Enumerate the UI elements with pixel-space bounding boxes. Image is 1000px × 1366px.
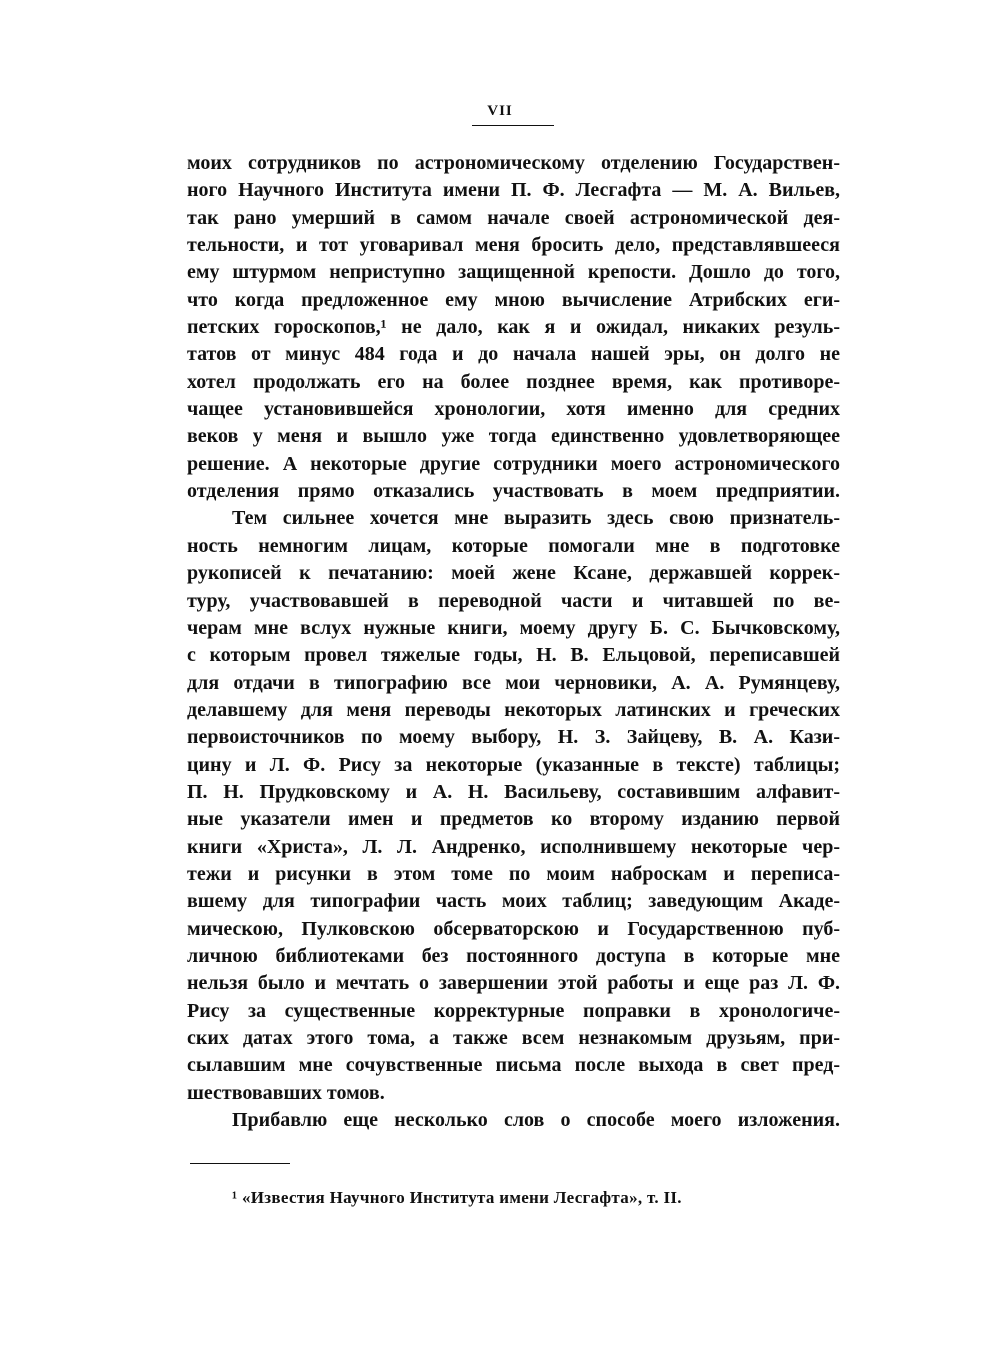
text-line: мическою, Пулковскою обсерваторскою и Государственною пуб- (187, 917, 840, 940)
text-line: делавшему для меня переводы некоторых латинских и греческих (187, 698, 840, 721)
text-line: отделения прямо отказались участвовать в моем предприятии. (187, 480, 840, 503)
footnote-marker: ¹ (232, 1188, 238, 1207)
text-line: первоисточников по моему выбору, Н. З. Зайцеву, В. А. Кази- (187, 726, 840, 749)
text-line: чащее установившейся хронологии, хотя именно для средних (187, 398, 840, 421)
footnote-text: «Известия Научного Института имени Лесгафта», т. II. (241, 1188, 682, 1207)
text-line: сылавшим мне сочувственные письма после выхода в свет пред- (187, 1054, 840, 1077)
footnote-rule (190, 1163, 290, 1164)
text-line: нельзя было и мечтать о завершении этой работы и еще раз Л. Ф. (187, 972, 840, 995)
text-line: веков у меня и вышло уже тогда единственно удовлетворяющее (187, 425, 840, 448)
text-line: петских гороскопов,¹ не дало, как я и ожидал, никаких резуль- (187, 316, 840, 339)
text-line: книги «Христа», Л. Л. Андренко, исполнившему некоторые чер- (187, 835, 840, 858)
text-line: хотел продолжать его на более позднее время, как противоре- (187, 370, 840, 393)
text-line: П. Н. Прудковскому и А. Н. Васильеву, составившим алфавит- (187, 780, 840, 803)
text-line: цину и Л. Ф. Рису за некоторые (указанные в тексте) таблицы; (187, 753, 840, 776)
text-line: тельности, и тот уговаривал меня бросить дело, представлявшееся (187, 234, 840, 257)
text-line: моих сотрудников по астрономическому отделению Государствен- (187, 152, 840, 174)
page-number: VII (487, 103, 513, 119)
text-line: тежи и рисунки в этом томе по моим наброскам и переписа- (187, 862, 840, 885)
text-line: туру, участвовавшей в переводной части и читавшей по ве- (187, 589, 840, 612)
text-line: черам мне вслух нужные книги, моему другу Б. С. Бычковскому, (187, 616, 840, 639)
text-line: ему штурмом неприступно защищенной крепости. Дошло до того, (187, 261, 840, 284)
footnote (232, 1188, 682, 1208)
text-line: так рано умерший в самом начале своей астрономической дея- (187, 206, 840, 229)
text-line: Рису за существенные корректурные поправки в хронологиче- (187, 999, 840, 1022)
text-line: что когда предложенное ему мною вычисление Атрибских еги- (187, 288, 840, 311)
text-line: рукописей к печатанию: моей жене Ксане, державшей коррек- (187, 562, 840, 585)
text-line: вшему для типографии часть моих таблиц; заведующим Акаде- (187, 890, 840, 913)
text-line: татов от минус 484 года и до начала нашей эры, он долго не (187, 343, 840, 366)
text-line: шествовавших томов. (187, 1081, 385, 1104)
text-line: ные указатели имен и предметов ко второму изданию первой (187, 808, 840, 831)
text-line: ного Научного Института имени П. Ф. Лесгафта — М. А. Вильев, (187, 179, 840, 202)
text-line: с которым провел тяжелые годы, Н. В. Ельцовой, переписавшей (187, 644, 840, 667)
text-line: решение. А некоторые другие сотрудники моего астрономического (187, 452, 840, 475)
text-line: личною библиотеками без постоянного доступа в которые мне (187, 944, 840, 967)
text-line: Тем сильнее хочется мне выразить здесь свою признатель- (232, 507, 840, 530)
body-text (187, 150, 840, 1134)
header-rule (472, 125, 554, 126)
text-line: ских датах этого тома, а также всем незнакомым друзьям, при- (187, 1027, 840, 1049)
text-line: для отдачи в типографию все мои черновики, А. А. Румянцеву, (187, 671, 840, 694)
text-line: ность немногим лицам, которые помогали мне в подготовке (187, 534, 840, 557)
text-line: Прибавлю еще несколько слов о способе моего изложения. (232, 1109, 840, 1132)
